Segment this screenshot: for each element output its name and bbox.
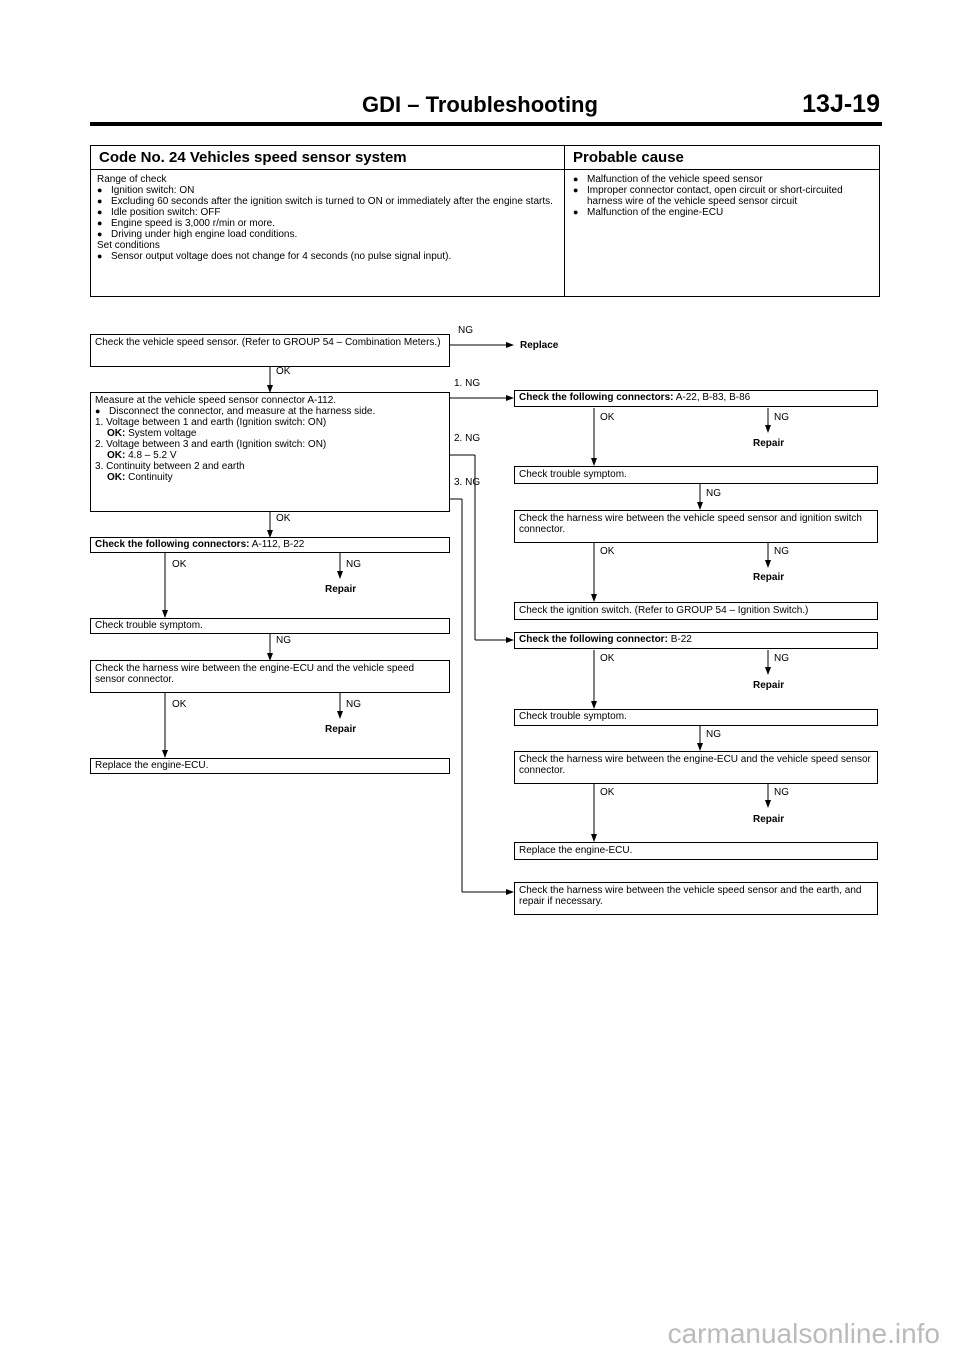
- check-trouble-right-box: Check trouble symptom.: [514, 466, 878, 484]
- list-item: ● Engine speed is 3,000 r/min or more.: [97, 218, 557, 229]
- ok-spec-label: OK:: [107, 472, 126, 483]
- ng-label: NG: [346, 699, 361, 710]
- connector-value: B-22: [670, 634, 692, 645]
- measure-step-1: 1. Voltage between 1 and earth (Ignition switch: ON): [95, 417, 327, 428]
- ok-label: OK: [600, 787, 615, 798]
- list-item: ● Excluding 60 seconds after the ignition switch is turned to ON or immediately after the engine starts.: [97, 196, 557, 207]
- table-heading-code: Code No. 24 Vehicles speed sensor system: [91, 146, 564, 170]
- ng3-label: 3. NG: [454, 477, 481, 488]
- ok-spec-label: OK:: [107, 450, 126, 461]
- ok-label: OK: [172, 559, 187, 570]
- connector-label: Check the following connector:: [519, 634, 668, 645]
- ok-spec-value: Continuity: [128, 472, 173, 483]
- ok-label: OK: [276, 366, 291, 377]
- ng-label: NG: [706, 729, 721, 740]
- measure-step-1-ok: [95, 428, 445, 439]
- ng2-label: 2. NG: [454, 433, 481, 444]
- ng-label: NG: [706, 488, 721, 499]
- check-harness-ignition-box: Check the harness wire between the vehicle speed sensor and ignition switch connector.: [514, 510, 878, 543]
- check-trouble-left-box: Check trouble symptom.: [90, 618, 450, 634]
- list-item: ● Idle position switch: OFF: [97, 207, 557, 218]
- ok-spec-label: OK:: [107, 428, 126, 439]
- replace-label: Replace: [520, 340, 559, 351]
- ng-label: NG: [774, 412, 789, 423]
- ok-label: OK: [600, 412, 615, 423]
- list-item: ● Driving under high engine load conditions.: [97, 229, 557, 240]
- set-conditions-label: Set conditions: [97, 240, 160, 251]
- list-item: ● Malfunction of the engine-ECU: [573, 207, 873, 218]
- list-item: ● Malfunction of the vehicle speed sensor: [573, 174, 873, 185]
- measure-step-2: 2. Voltage between 3 and earth (Ignition switch: ON): [95, 439, 327, 450]
- watermark: carmanualsonline.info: [667, 1318, 940, 1349]
- repair-label: Repair: [753, 680, 785, 691]
- ng-label: NG: [458, 325, 473, 336]
- connectors-label: Check the following connectors:: [519, 392, 674, 403]
- page-title: GDI – Troubleshooting: [362, 92, 598, 117]
- ng-label: NG: [774, 653, 789, 664]
- ok-spec-value: 4.8 – 5.2 V: [128, 450, 177, 461]
- measure-connector-box: [90, 392, 450, 512]
- repair-label: Repair: [325, 724, 357, 735]
- connectors-label: Check the following connectors:: [95, 539, 250, 550]
- measure-title: Measure at the vehicle speed sensor connector A-112.: [95, 395, 337, 406]
- measure-step-3-ok: [95, 472, 445, 483]
- connectors-value: A-22, B-83, B-86: [675, 392, 751, 403]
- check-connectors-left-box: [90, 537, 450, 553]
- ng-label: NG: [774, 787, 789, 798]
- check-harness-earth-box: Check the harness wire between the vehicle speed sensor and the earth, and repair if necessary.: [514, 882, 878, 915]
- connectors-value: A-112, B-22: [251, 539, 305, 550]
- replace-ecu-left-box: Replace the engine-ECU.: [90, 758, 450, 774]
- ok-label: OK: [600, 546, 615, 557]
- check-connector-b22-box: [514, 632, 878, 649]
- check-ignition-switch-box: Check the ignition switch. (Refer to GROUP 54 – Ignition Switch.): [514, 602, 878, 620]
- measure-bullet: ● Disconnect the connector, and measure at the harness side.: [95, 406, 376, 417]
- ok-spec-value: System voltage: [128, 428, 197, 439]
- ng-label: NG: [774, 546, 789, 557]
- measure-step-3: 3. Continuity between 2 and earth: [95, 461, 245, 472]
- check-connectors-right-box: [514, 390, 878, 407]
- ng-label: NG: [276, 635, 291, 646]
- ok-label: OK: [600, 653, 615, 664]
- ng1-label: 1. NG: [454, 378, 481, 389]
- ok-label: OK: [172, 699, 187, 710]
- ng-label: NG: [346, 559, 361, 570]
- measure-bullet-text: Disconnect the connector, and measure at the harness side.: [109, 406, 376, 417]
- check-harness-ecu-right-box: Check the harness wire between the engine-ECU and the vehicle speed sensor connector.: [514, 751, 878, 784]
- range-label: Range of check: [97, 174, 167, 185]
- check-trouble-right-box-2: Check trouble symptom.: [514, 709, 878, 726]
- check-harness-ecu-left-box: Check the harness wire between the engine-ECU and the vehicle speed sensor connector.: [90, 660, 450, 693]
- check-speed-sensor-box: Check the vehicle speed sensor. (Refer to GROUP 54 – Combination Meters.): [90, 334, 450, 367]
- list-item: ● Ignition switch: ON: [97, 185, 557, 196]
- repair-label: Repair: [753, 572, 785, 583]
- measure-step-2-ok: [95, 450, 445, 461]
- ok-label: OK: [276, 513, 291, 524]
- list-item: ● Improper connector contact, open circuit or short-circuited harness wire of the vehicle speed sensor circuit: [573, 185, 873, 207]
- table-heading-cause: Probable cause: [565, 146, 879, 170]
- repair-label: Repair: [753, 438, 785, 449]
- repair-label: Repair: [325, 584, 357, 595]
- repair-label: Repair: [753, 814, 785, 825]
- page-number: 13J-19: [802, 90, 880, 118]
- list-item: ● Sensor output voltage does not change for 4 seconds (no pulse signal input).: [97, 251, 557, 262]
- replace-ecu-right-box: Replace the engine-ECU.: [514, 842, 878, 860]
